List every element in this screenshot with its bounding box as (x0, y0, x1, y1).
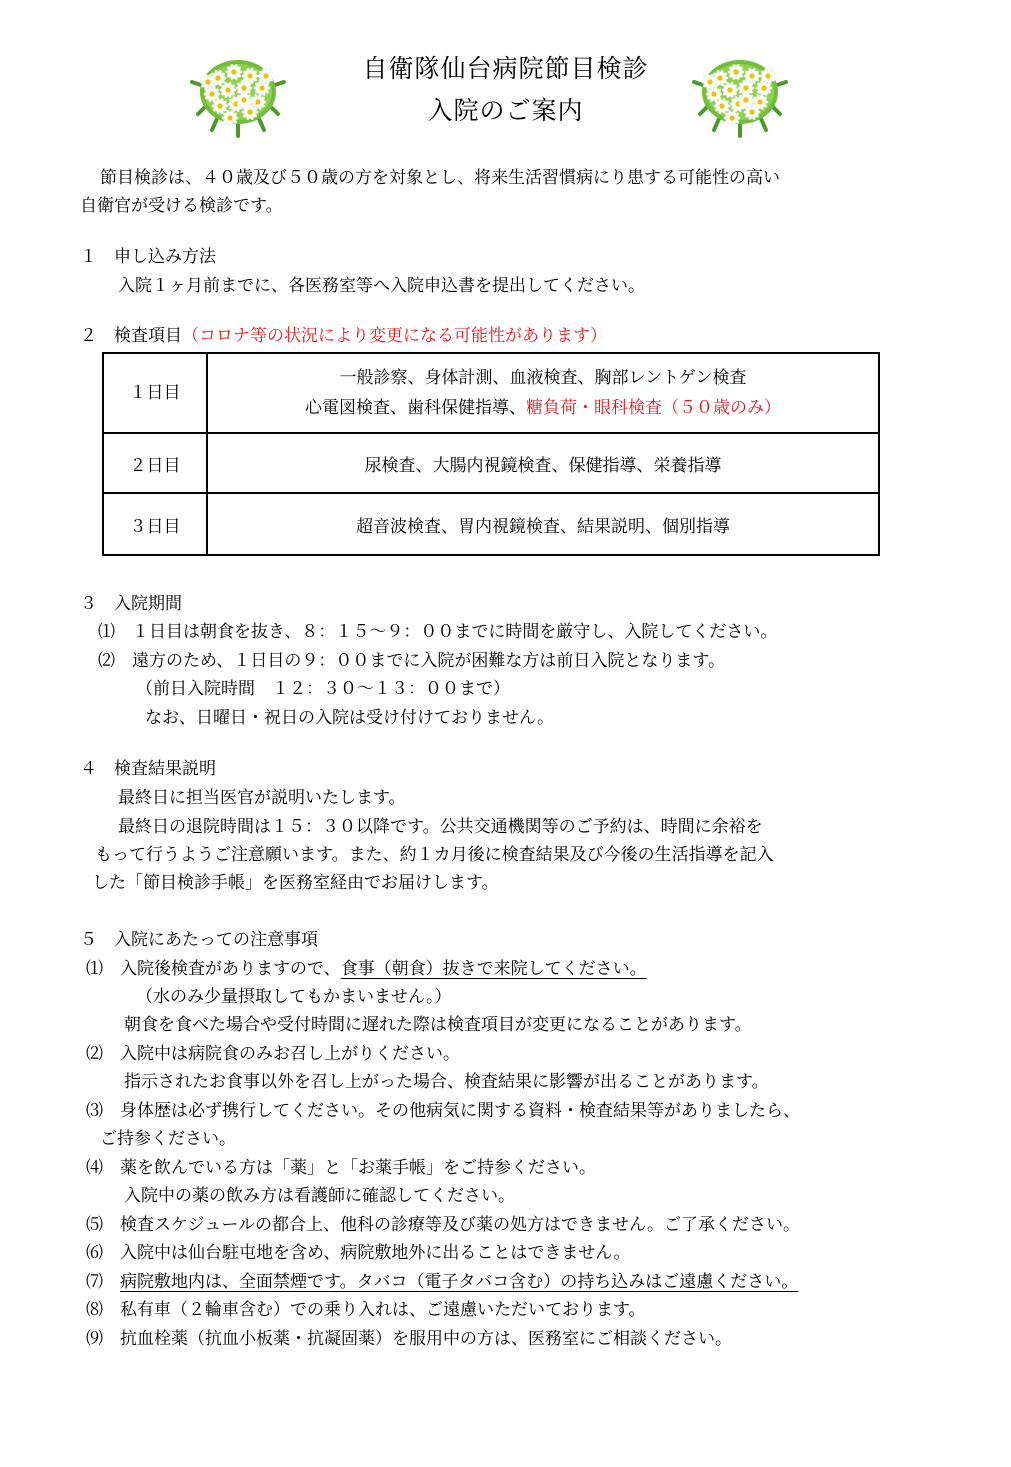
intro-line-2: 自衛官が受ける検診です。 (80, 196, 283, 216)
section5-item (86, 955, 647, 983)
section1-heading: １ 申し込み方法 (80, 247, 216, 267)
day-cell: ２日目 (103, 433, 207, 493)
section5-item: ⑻ 私有車（２輪車含む）での乗り入れは、ご遠慮いただいております。 (86, 1300, 646, 1320)
section5-line: ⑹ 入院中は仙台駐屯地を含め、病院敷地外に出ることはできません。 (86, 1243, 631, 1263)
section5-item1-prefix: ⑴ 入院後検査がありますので、 (86, 959, 341, 979)
table-row (103, 433, 879, 493)
section5-line: 入院中の薬の飲み方は看護師に確認してください。 (124, 1186, 515, 1206)
title-line-1: 自衛隊仙台病院節目検診 (362, 54, 649, 83)
document-title (0, 48, 1011, 132)
section5-item: ⑼ 抗血栓薬（抗血小板薬・抗凝固薬）を服用中の方は、医務室にご相談ください。 (86, 1329, 732, 1349)
section1-body: 入院１ヶ月前までに、各医務室等へ入院申込書を提出してください。 (118, 276, 645, 296)
table-row (103, 493, 879, 555)
section5-item (86, 1268, 798, 1296)
section5-item7-underlined: 病院敷地内は、全面禁煙です。タバコ（電子タバコ含む）の持ち込みはご遠慮ください。 (120, 1272, 799, 1292)
section4-heading: ４ 検査結果説明 (80, 759, 216, 779)
section2-note: （コロナ等の状況により変更になる可能性があります） (182, 326, 607, 346)
section5-line: ⑸ 検査スケジュールの都合上、他科の診療等及び薬の処方はできません。ご了承ください。 (86, 1215, 800, 1235)
title-line-2: 入院のご案内 (427, 96, 584, 125)
day-cell: ３日目 (103, 493, 207, 555)
day-cell: １日目 (103, 353, 207, 433)
section3-item: なお、日曜日・祝日の入院は受け付けておりません。 (145, 708, 555, 728)
section5-line: ご持参ください。 (100, 1129, 236, 1149)
items-line: 一般診察、身体計測、血液検査、胸部レントゲン検査 (339, 368, 747, 388)
items-cell: 尿検査、大腸内視鏡検査、保健指導、栄養指導 (207, 433, 879, 493)
items-text: 心電図検査、歯科保健指導、 (305, 398, 526, 418)
items-line (208, 393, 878, 423)
section5-heading: ５ 入院にあたっての注意事項 (80, 930, 318, 950)
section5-line: ⑷ 薬を飲んでいる方は「薬」と「お薬手帳」をご持参ください。 (86, 1158, 596, 1178)
items-cell (207, 353, 879, 433)
items-text-red: 糖負荷・眼科検査（５０歳のみ） (526, 398, 781, 418)
section3-item: ⑴ １日目は朝食を抜き、８：１５～９：００までに時間を厳守し、入院してください。 (98, 622, 778, 642)
section2-heading (80, 322, 607, 350)
section4-line: もって行うようご注意願います。また、約１カ月後に検査結果及び今後の生活指導を記入 (95, 845, 774, 865)
exam-items-table (102, 352, 880, 556)
table-row (103, 353, 879, 433)
section4-line: した「節目検診手帳」を医務室経由でお届けします。 (92, 873, 499, 893)
section5-line: ⑶ 身体歴は必ず携行してください。その他病気に関する資料・検査結果等がありましたら、 (86, 1101, 800, 1121)
items-cell: 超音波検査、胃内視鏡検査、結果説明、個別指導 (207, 493, 879, 555)
section4-line: 最終日に担当医官が説明いたします。 (118, 788, 406, 808)
section3-item: ⑵ 遠方のため、１日目の９：００までに入院が困難な方は前日入院となります。 (98, 651, 725, 671)
section5-line: 朝食を食べた場合や受付時間に遅れた際は検査項目が変更になることがあります。 (124, 1015, 752, 1035)
section2-heading-text: ２ 検査項目 (80, 326, 182, 346)
section5-line: （水のみ少量摂取してもかまいません。） (136, 987, 452, 1007)
section5-line: ⑵ 入院中は病院食のみお召し上がりください。 (86, 1044, 460, 1064)
section5-line: 指示されたお食事以外を召し上がった場合、検査結果に影響が出ることがあります。 (124, 1072, 769, 1092)
section3-heading: ３ 入院期間 (80, 594, 182, 614)
section5-item1-underlined: 食事（朝食）抜きで来院してください。 (340, 959, 647, 979)
section4-line: 最終日の退院時間は１５：３０以降です。公共交通機関等のご予約は、時間に余裕を (118, 817, 763, 837)
intro-line-1: 節目検診は、４０歳及び５０歳の方を対象とし、将来生活習慣病にり患する可能性の高い (100, 168, 780, 188)
section5-item7-num: ⑺ (86, 1272, 120, 1292)
section3-item: （前日入院時間 １２：３０～１３：００まで） (136, 679, 510, 699)
